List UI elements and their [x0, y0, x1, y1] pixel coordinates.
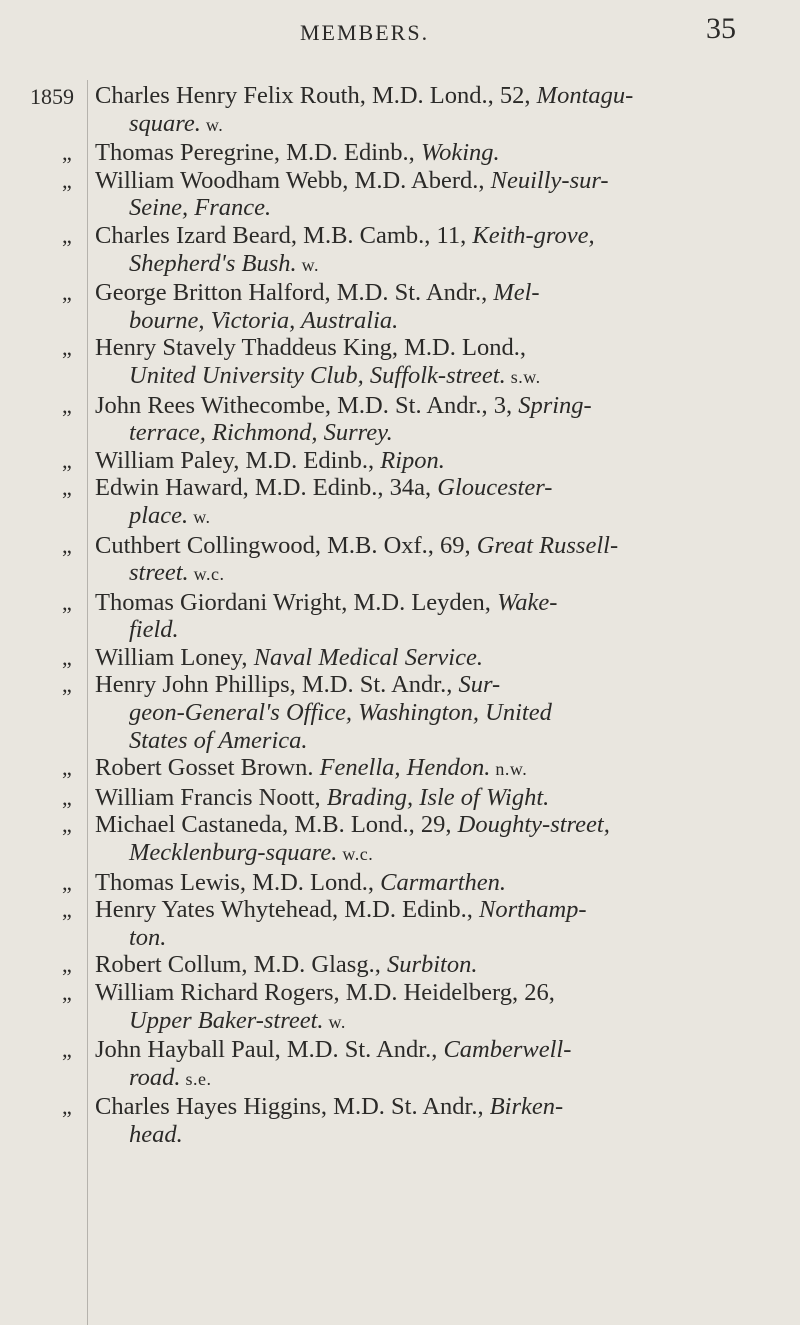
address-continuation — [95, 924, 745, 952]
ditto-mark: „ — [62, 952, 72, 978]
member-address-cont: geon-General's Office, Washington, United — [129, 699, 552, 727]
address-continuation — [95, 419, 745, 447]
member-name-degree: Henry Yates Whytehead, M.D. Edinb., — [95, 896, 480, 924]
member-text — [95, 82, 745, 139]
member-name-degree: Henry John Phillips, M.D. St. Andr., — [95, 671, 459, 699]
member-name-degree: Charles Izard Beard, M.B. Camb., 11, — [95, 221, 473, 249]
member-name-degree: William Woodham Webb, M.D. Aberd., — [95, 166, 491, 194]
member-address-cont: terrace, Richmond, Surrey. — [129, 419, 393, 447]
member-text — [95, 334, 745, 391]
member-address-cont: field. — [129, 616, 179, 644]
member-entry — [0, 671, 800, 754]
member-address: Fenella, Hendon. — [319, 754, 491, 782]
member-name-degree: Charles Henry Felix Routh, M.D. Lond., 52, — [95, 82, 537, 109]
member-address-cont: States of America. — [129, 726, 308, 754]
member-name-degree: Thomas Peregrine, M.D. Edinb., — [95, 139, 421, 167]
member-name-degree: John Rees Withecombe, M.D. St. Andr., 3, — [95, 391, 519, 419]
member-entry — [0, 589, 800, 644]
ditto-mark: „ — [62, 335, 72, 361]
member-address-cont: ton. — [129, 923, 167, 951]
member-address: Sur- — [458, 671, 501, 699]
member-name-degree: William Richard Rogers, M.D. Heidelberg, 26, — [95, 979, 555, 1006]
postal-district: w. — [200, 114, 224, 135]
address-continuation — [95, 699, 745, 727]
member-entry — [0, 869, 800, 897]
member-name-degree: George Britton Halford, M.D. St. Andr., — [95, 279, 494, 307]
member-text — [95, 167, 745, 222]
member-entry — [0, 474, 800, 531]
member-entry — [0, 979, 800, 1036]
member-text — [95, 754, 745, 784]
member-address: Brading, Isle of Wight. — [326, 783, 550, 811]
member-address: Ripon. — [380, 446, 445, 474]
address-continuation — [95, 1064, 745, 1094]
ditto-mark: „ — [62, 980, 72, 1005]
member-text — [95, 1093, 745, 1148]
member-list — [0, 82, 800, 1149]
ditto-mark: „ — [62, 447, 72, 473]
member-name-degree: Thomas Giordani Wright, M.D. Leyden, — [95, 588, 498, 616]
ditto-mark: „ — [62, 475, 72, 501]
page-title: MEMBERS. — [300, 20, 430, 45]
ditto-mark: „ — [62, 280, 72, 306]
postal-district: w.c. — [188, 564, 225, 585]
member-text — [95, 447, 745, 475]
member-address: Wake- — [497, 588, 558, 616]
member-entry — [0, 1036, 800, 1093]
member-name-degree: Charles Hayes Higgins, M.D. St. Andr., — [95, 1093, 490, 1121]
member-address: Naval Medical Service. — [253, 643, 483, 671]
member-name-degree: William Francis Noott, — [95, 783, 327, 811]
member-address: Mel- — [493, 279, 540, 307]
member-text — [95, 784, 745, 812]
member-address: Camberwell- — [443, 1036, 572, 1064]
address-continuation — [95, 307, 745, 335]
member-name-degree: William Loney, — [95, 643, 254, 671]
member-address: Northamp- — [479, 896, 587, 924]
member-address: Great Russell- — [476, 531, 619, 559]
member-entry — [0, 811, 800, 868]
member-address: Birken- — [489, 1093, 564, 1121]
member-address: Gloucester- — [437, 474, 553, 502]
member-entry — [0, 167, 800, 222]
member-text — [95, 811, 745, 868]
member-entry — [0, 334, 800, 391]
address-continuation — [95, 110, 745, 140]
ditto-mark: „ — [62, 784, 72, 810]
member-text — [95, 644, 745, 672]
member-address: Surbiton. — [386, 951, 478, 979]
page-number: 35 — [706, 12, 736, 45]
member-text — [95, 279, 745, 334]
address-continuation — [95, 1121, 745, 1149]
ditto-mark: „ — [62, 812, 72, 838]
member-address-cont: place. — [129, 501, 189, 529]
ditto-mark: „ — [62, 392, 72, 418]
postal-district: n.w. — [490, 759, 528, 780]
postal-district: w. — [188, 506, 211, 527]
member-text — [95, 671, 745, 754]
member-text — [95, 222, 745, 279]
member-address-cont: bourne, Victoria, Australia. — [129, 306, 399, 334]
member-entry — [0, 279, 800, 334]
member-name-degree: Cuthbert Collingwood, M.B. Oxf., 69, — [95, 531, 477, 559]
member-name-degree: Edwin Haward, M.D. Edinb., 34a, — [95, 474, 438, 502]
member-name-degree: Robert Collum, M.D. Glasg., — [95, 951, 387, 979]
running-head — [0, 12, 800, 52]
member-address-cont: road. — [129, 1063, 181, 1091]
member-entry — [0, 447, 800, 475]
postal-district: w. — [296, 254, 319, 275]
ditto-mark: „ — [62, 869, 72, 895]
member-text — [95, 1036, 745, 1093]
postal-district: w. — [323, 1011, 346, 1032]
address-continuation — [95, 502, 745, 532]
address-continuation — [95, 839, 745, 869]
member-address-cont: Shepherd's Bush. — [129, 249, 297, 277]
member-entry — [0, 1093, 800, 1148]
member-address: Spring- — [518, 391, 592, 419]
member-entry — [0, 896, 800, 951]
address-continuation — [95, 194, 745, 222]
ditto-mark: „ — [62, 532, 72, 558]
address-continuation — [95, 1007, 745, 1037]
member-address-cont: Mecklenburg-square. — [129, 839, 338, 867]
postal-district: w.c. — [337, 844, 374, 865]
ditto-mark: „ — [62, 1094, 72, 1120]
member-text — [95, 532, 745, 589]
address-continuation — [95, 727, 745, 755]
ditto-mark: „ — [62, 167, 72, 193]
member-name-degree: Thomas Lewis, M.D. Lond., — [95, 868, 381, 896]
member-address-cont: United University Club, Suffolk-street. — [129, 361, 506, 389]
member-address-cont: Upper Baker-street. — [129, 1006, 324, 1034]
member-text — [95, 474, 745, 531]
ditto-mark: „ — [62, 672, 72, 698]
member-address: Doughty-street, — [457, 811, 610, 839]
member-text — [95, 392, 745, 447]
address-continuation — [95, 250, 745, 280]
ditto-mark: „ — [62, 755, 72, 781]
member-entry — [0, 139, 800, 167]
member-address: Woking. — [420, 139, 500, 167]
member-address-cont: Seine, France. — [129, 194, 272, 222]
member-address-cont: square. — [129, 109, 201, 137]
member-text — [95, 896, 745, 951]
address-continuation — [95, 616, 745, 644]
member-name-degree: John Hayball Paul, M.D. St. Andr., — [95, 1036, 444, 1064]
member-text — [95, 139, 745, 167]
member-text — [95, 951, 745, 979]
member-address-cont: head. — [129, 1120, 183, 1148]
postal-district: s.e. — [180, 1068, 212, 1089]
member-name-degree: Robert Gosset Brown. — [95, 754, 320, 782]
member-entry — [0, 951, 800, 979]
member-name-degree: Michael Castaneda, M.B. Lond., 29, — [95, 811, 458, 839]
member-entry — [0, 754, 800, 784]
ditto-mark: „ — [62, 589, 72, 615]
address-continuation — [95, 559, 745, 589]
ditto-mark: „ — [62, 222, 72, 248]
member-address-cont: street. — [129, 559, 189, 587]
member-name-degree: William Paley, M.D. Edinb., — [95, 446, 381, 474]
member-entry — [0, 82, 800, 139]
postal-district: s.w. — [505, 366, 541, 387]
member-address: Montagu- — [536, 82, 634, 109]
election-year: 1859 — [30, 84, 74, 109]
ditto-mark: „ — [62, 1037, 72, 1063]
address-continuation — [95, 362, 745, 392]
member-text — [95, 589, 745, 644]
member-entry — [0, 784, 800, 812]
member-address: Keith-grove, — [472, 221, 595, 249]
member-text — [95, 979, 745, 1036]
member-entry — [0, 392, 800, 447]
ditto-mark: „ — [62, 644, 72, 670]
member-entry — [0, 222, 800, 279]
ditto-mark: „ — [62, 897, 72, 923]
ditto-mark: „ — [62, 140, 72, 166]
member-address: Carmarthen. — [380, 868, 507, 896]
member-address: Neuilly-sur- — [490, 166, 609, 194]
member-entry — [0, 532, 800, 589]
member-name-degree: Henry Stavely Thaddeus King, M.D. Lond., — [95, 334, 526, 362]
member-entry — [0, 644, 800, 672]
member-text — [95, 869, 745, 897]
